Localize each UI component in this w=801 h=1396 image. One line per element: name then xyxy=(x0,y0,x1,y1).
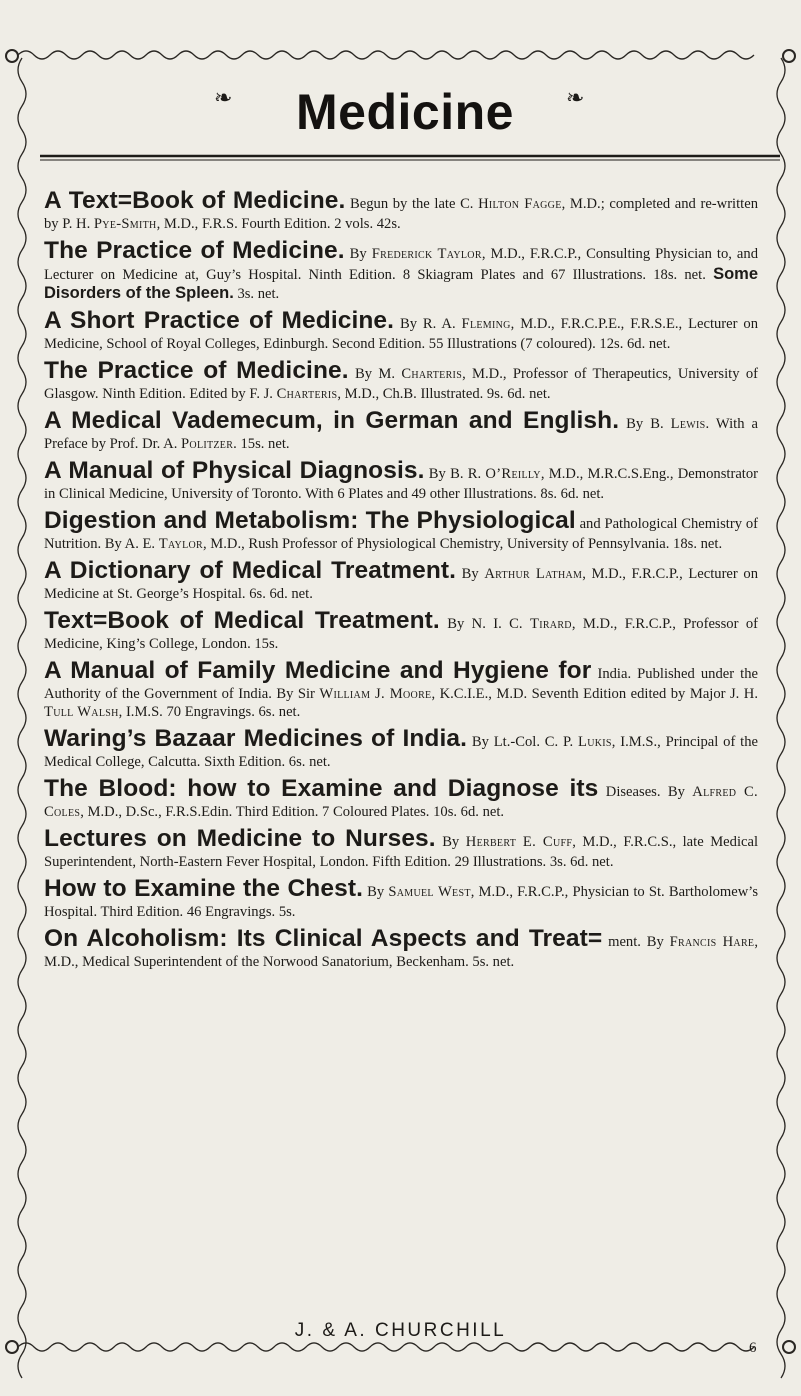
author-name: Tirard xyxy=(529,616,572,632)
book-description: , M.D., F.R.C.S., late Medical Superintendent, North-Eastern Fever Hospital, London. Fifth Edition. 29 Illustrations. 3s. 6d. net. xyxy=(44,834,759,870)
book-title: On Alcoholism: Its Clinical Aspects and Treat= xyxy=(44,925,603,952)
author-name: Alfred C. Coles xyxy=(44,784,758,820)
book-entry xyxy=(44,356,758,403)
page-number: 6 xyxy=(749,1340,757,1356)
book-description: , M.D., Rush Professor of Physiological Chemistry, University of Pennsylvania. 18s. net. xyxy=(202,536,723,552)
book-title: A Text=Book of Medicine. xyxy=(44,187,346,214)
book-title: A Medical Vademecum, in German and English. xyxy=(44,407,620,434)
author-name: Charteris xyxy=(401,366,463,382)
book-title: How to Examine the Chest. xyxy=(44,875,363,902)
book-entry-text xyxy=(44,774,758,821)
book-description: , M.D., F.R.C.P., Professor of Medicine, King’s College, London. 15s. xyxy=(44,616,758,652)
book-entry xyxy=(44,236,758,303)
book-description: ment. By xyxy=(602,934,670,950)
book-entry-text xyxy=(44,406,758,453)
book-description: Diseases. By xyxy=(598,784,693,800)
book-title: A Manual of Family Medicine and Hygiene for xyxy=(44,657,592,684)
author-name: Frederick Taylor xyxy=(371,246,482,262)
book-entry-text xyxy=(44,186,758,233)
book-entry xyxy=(44,656,758,721)
book-description: 3s. net. xyxy=(233,286,280,302)
book-description: By xyxy=(362,884,389,900)
book-description: , M.D., F.R.C.P., Lecturer on Medicine at St. George’s Hospital. 6s. 6d. net. xyxy=(44,566,758,602)
book-title: The Practice of Medicine. xyxy=(44,357,349,384)
book-description: , M.D., F.R.C.P., Physician to St. Bartholomew’s Hospital. Third Edition. 46 Engravings. 5s. xyxy=(44,884,759,920)
book-entry-text xyxy=(44,606,758,653)
book-entry-text xyxy=(44,506,758,553)
author-name: Fleming xyxy=(461,316,511,332)
book-title: Text=Book of Medical Treatment. xyxy=(44,607,440,634)
publisher-footer: J. & A. CHURCHILL xyxy=(294,1320,507,1341)
author-name: Lukis xyxy=(578,734,612,750)
right-ornament-icon: ❧ xyxy=(566,86,585,111)
book-description: By xyxy=(456,566,485,582)
book-entry xyxy=(44,606,758,653)
book-description: , K.C.I.E., M.D. Seventh Edition edited by Major J. H. xyxy=(431,686,758,702)
book-description: By B. xyxy=(619,416,671,432)
book-entry xyxy=(44,406,758,453)
author-name: Francis Hare xyxy=(669,934,755,950)
book-title: Lectures on Medicine to Nurses. xyxy=(44,825,436,852)
book-description: By Lt.-Col. C. P. xyxy=(467,734,579,750)
page-header xyxy=(40,76,770,148)
book-entry xyxy=(44,924,758,971)
book-description: , M.D., Medical Superintendent of the Norwood Sanatorium, Beckenham. 5s. net. xyxy=(44,934,758,970)
book-entry xyxy=(44,506,758,553)
book-description: By R. A. xyxy=(394,316,462,332)
book-description: and Pathological Chemistry of Nutrition. By A. E. xyxy=(44,516,758,552)
book-title: A Short Practice of Medicine. xyxy=(44,307,395,334)
book-title: Waring’s Bazaar Medicines of India. xyxy=(44,725,468,752)
book-title: A Manual of Physical Diagnosis. xyxy=(44,457,425,484)
author-name: Tull Walsh xyxy=(44,704,119,720)
book-description: , M.D., F.R.C.P., Consulting Physician to, and Lecturer on Medicine at, Guy’s Hospital. Ninth Edition. 8 Skiagram Plates and 67 Illustrations. 18s. net. xyxy=(44,246,758,283)
book-title: The Practice of Medicine. xyxy=(44,237,345,264)
left-ornament-icon: ❧ xyxy=(214,86,233,111)
book-description: . 15s. net. xyxy=(233,436,290,452)
book-entry xyxy=(44,186,758,233)
book-entry xyxy=(44,824,758,871)
book-description: . With a Preface by Prof. Dr. A. xyxy=(44,416,759,452)
book-list xyxy=(44,186,758,974)
book-title: Digestion and Metabolism: The Physiological xyxy=(44,507,576,534)
book-entry-text xyxy=(44,456,758,503)
author-name: Lewis xyxy=(670,416,706,432)
book-entry xyxy=(44,456,758,503)
book-description: , I.M.S. 70 Engravings. 6s. net. xyxy=(118,704,301,720)
book-title: The Blood: how to Examine and Diagnose its xyxy=(44,775,599,802)
book-entry xyxy=(44,874,758,921)
book-entry-text xyxy=(44,656,758,721)
author-name: Samuel West xyxy=(388,884,471,900)
book-description: , M.D., F.R.S. Fourth Edition. 2 vols. 42s. xyxy=(156,216,401,232)
book-description: By N. I. C. xyxy=(439,616,530,632)
book-description: , I.M.S., Principal of the Medical College, Calcutta. Sixth Edition. 6s. net. xyxy=(44,734,758,770)
book-entry-text xyxy=(44,356,758,403)
author-name: Taylor xyxy=(158,536,203,552)
book-entry-text xyxy=(44,924,758,971)
book-description: By xyxy=(435,834,466,850)
book-subtitle: Some Disorders of the Spleen. xyxy=(44,265,758,302)
book-entry-text xyxy=(44,556,758,603)
book-description: By xyxy=(344,246,372,262)
book-description: , M.D., M.R.C.S.Eng., Demonstrator in Clinical Medicine, University of Toronto. With 6 Plates and 49 other Illustrations. 8s. 6d. net. xyxy=(44,466,759,502)
author-name: William J. Moore xyxy=(319,686,432,702)
author-name: Hilton Fagge xyxy=(478,196,562,212)
book-description: By M. xyxy=(348,366,402,382)
book-description: India. Published under the Authority of the Government of India. By Sir xyxy=(44,666,758,702)
author-name: Charteris xyxy=(276,386,338,402)
book-description: , M.D., Ch.B. Illustrated. 9s. 6d. net. xyxy=(337,386,551,402)
book-title: A Dictionary of Medical Treatment. xyxy=(44,557,457,584)
author-name: Pye-Smith xyxy=(93,216,157,232)
book-entry-text xyxy=(44,306,758,353)
author-name: Politzer xyxy=(181,436,234,452)
book-description: By B. R. xyxy=(424,466,486,482)
book-entry-text xyxy=(44,874,758,921)
book-entry xyxy=(44,306,758,353)
book-entry-text xyxy=(44,236,758,303)
author-name: O’Reilly xyxy=(485,466,541,482)
book-description: , M.D., D.Sc., F.R.S.Edin. Third Edition. 7 Coloured Plates. 10s. 6d. net. xyxy=(80,804,505,820)
author-name: Arthur Latham xyxy=(484,566,583,582)
page-title: Medicine xyxy=(296,84,514,140)
book-entry-text xyxy=(44,724,758,771)
book-entry xyxy=(44,724,758,771)
book-description: , M.D.; completed and re-written by P. H. xyxy=(44,196,758,232)
book-description: , M.D., F.R.C.P.E., F.R.S.E., Lecturer on Medicine, School of Royal Colleges, Edinburgh. Second Edition. 55 Illustrations (7 coloured). 12s. 6d. net. xyxy=(44,316,759,352)
book-entry xyxy=(44,556,758,603)
book-entry xyxy=(44,774,758,821)
book-description: , M.D., Professor of Therapeutics, University of Glasgow. Ninth Edition. Edited by F. J. xyxy=(44,366,758,402)
book-description: Begun by the late C. xyxy=(345,196,479,212)
author-name: Herbert E. Cuff xyxy=(465,834,573,850)
book-entry-text xyxy=(44,824,758,871)
